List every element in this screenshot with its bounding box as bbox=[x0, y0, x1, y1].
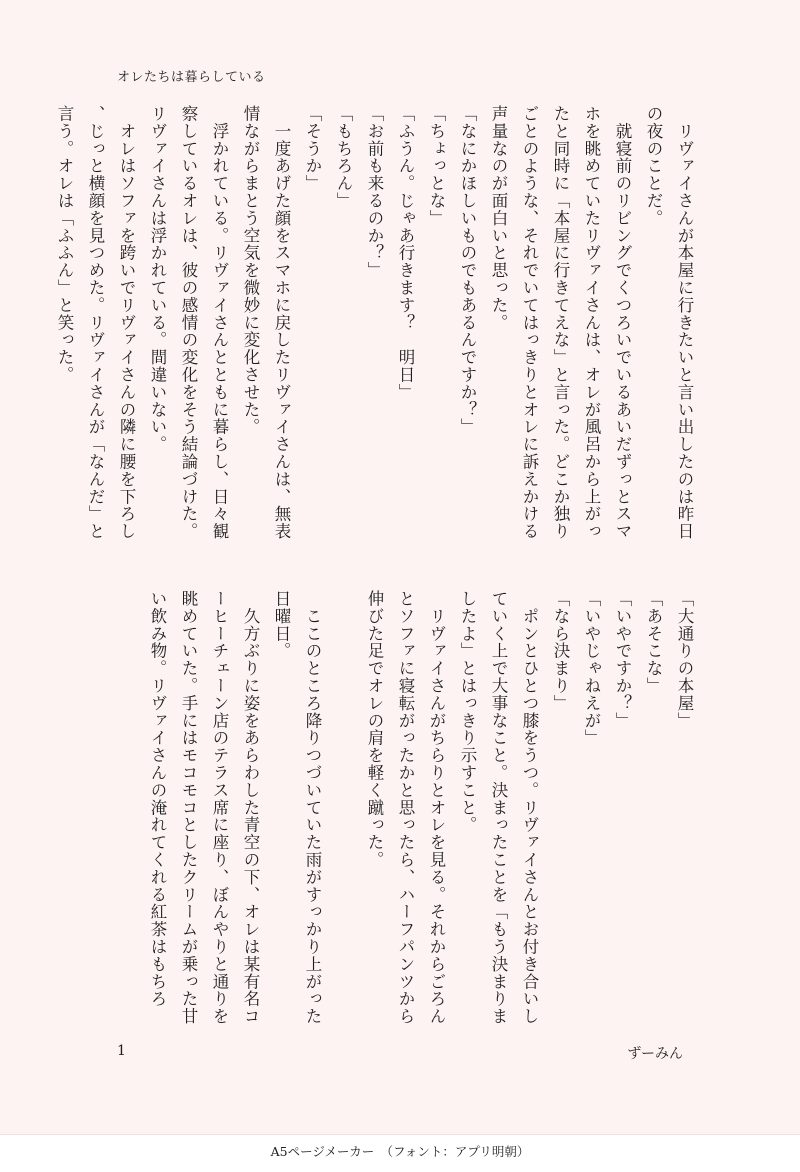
page-number: 1 bbox=[117, 1043, 126, 1059]
paragraph: 一度あげた顔をスマホに戻したリヴァイさんは、無表情ながらまとう空気を微妙に変化させた。 bbox=[241, 105, 291, 540]
paragraph: リヴァイさんがちらりとオレを見る。それからごろんとソファに寝転がったかと思ったら、ハーフパンツから伸びた足でオレの肩を軽く蹴った。 bbox=[365, 590, 446, 1025]
author-name: ずーみん bbox=[627, 1046, 683, 1062]
paragraph bbox=[328, 590, 359, 1025]
footer-caption: A5ページメーカー （フォント：アプリ明朝） bbox=[270, 1144, 530, 1159]
paragraph: 「いやじゃねえが」 bbox=[582, 590, 601, 747]
running-title: オレたちは暮らしている bbox=[117, 70, 266, 85]
paragraph: 「なら決まり」 bbox=[551, 590, 570, 712]
paragraph: 「なにかほしいものでもあるんですか？」 bbox=[458, 105, 477, 436]
paragraph: 「もちろん」 bbox=[334, 105, 353, 210]
paragraph: 「お前も来るのか？」 bbox=[365, 105, 384, 279]
paragraph: 就寝前のリビングでくつろいでいるあいだずっとスマホを眺めていたリヴァイさんは、オレが風呂から上がったと同時に「本屋に行きてえな」と言った。どこか独りごとのような、それでいてはっきりとオレに訴えかける声量なのが面白いと思った。 bbox=[489, 105, 632, 540]
paragraph: 「いやですか？」 bbox=[613, 590, 632, 730]
paragraph: 「ふうん。じゃあ行きます？ 明日」 bbox=[396, 105, 415, 401]
text-block-bottom bbox=[110, 590, 700, 1025]
paragraph: 「そうか」 bbox=[303, 105, 322, 192]
paragraph: リヴァイさんが本屋に行きたいと言い出したのは昨日の夜のことだ。 bbox=[644, 105, 694, 540]
paragraph: 久方ぶりに姿をあらわした青空の下、オレは某有名コーヒーチェーン店のテラス席に座り、ぼんやりと通りを眺めていた。手にはモコモコとしたクリームが乗った甘い飲み物。リヴァイさんの淹れてくれる紅茶はもちろ bbox=[148, 590, 260, 1025]
paragraph: オレはソファを跨いでリヴァイさんの隣に腰を下ろし、じっと横顔を見つめた。リヴァイさんが「なんだ」と言う。オレは「ふふん」と笑った。 bbox=[55, 105, 136, 540]
text-block-top bbox=[55, 105, 700, 540]
paragraph: 浮かれている。リヴァイさんとともに暮らし、日々観察しているオレは、彼の感情の変化をそう結論づけた。リヴァイさんは浮かれている。間違いない。 bbox=[148, 105, 229, 540]
paragraph: ここのところ降りつづいていた雨がすっかり上がった日曜日。 bbox=[272, 590, 322, 1025]
paragraph: 「大通りの本屋」 bbox=[675, 590, 694, 730]
paragraph: ポンとひとつ膝をうつ。リヴァイさんとお付き合いしていく上で大事なこと。決まったことを「もう決まりましたよ」とはっきり示すこと。 bbox=[458, 590, 539, 1025]
paragraph: 「あそこな」 bbox=[644, 590, 663, 695]
paragraph: 「ちょっとな」 bbox=[427, 105, 446, 227]
